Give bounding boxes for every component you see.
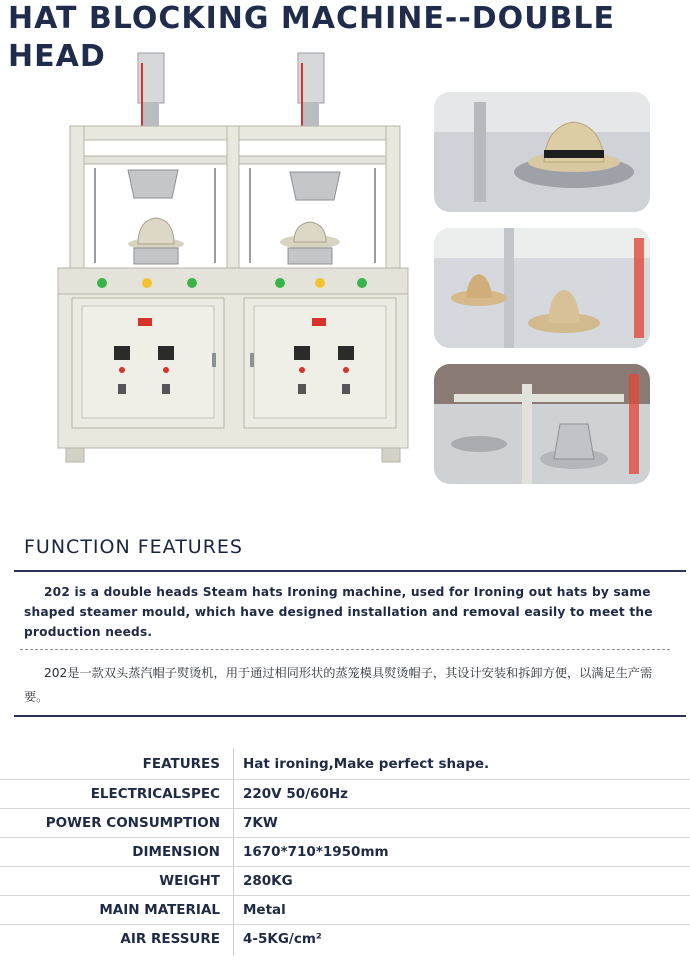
section-divider-bottom bbox=[14, 715, 686, 717]
spec-value: 280KG bbox=[243, 873, 293, 889]
spec-row-power bbox=[0, 809, 690, 837]
detail-photo-hat-mold bbox=[434, 92, 650, 212]
section-heading: FUNCTION FEATURES bbox=[24, 536, 243, 558]
spec-row-weight bbox=[0, 867, 690, 895]
machine-image bbox=[50, 48, 420, 473]
spec-value: 7KW bbox=[243, 815, 278, 831]
spec-row-electrical bbox=[0, 780, 690, 808]
spec-value: 4-5KG/cm² bbox=[243, 931, 322, 947]
spec-value: 1670*710*1950mm bbox=[243, 844, 389, 860]
spec-row-features bbox=[0, 750, 690, 778]
spec-row-dimension bbox=[0, 838, 690, 866]
spec-value: Hat ironing,Make perfect shape. bbox=[243, 756, 490, 772]
spec-label: AIR RESSURE bbox=[120, 931, 220, 947]
spec-label: WEIGHT bbox=[159, 873, 220, 889]
page-title: HAT BLOCKING MACHINE--DOUBLE HEAD bbox=[8, 1, 616, 74]
spec-label: ELECTRICALSPEC bbox=[90, 786, 220, 802]
spec-row-air-pressure bbox=[0, 925, 690, 953]
spec-label: POWER CONSUMPTION bbox=[45, 815, 220, 831]
spec-value: Metal bbox=[243, 902, 286, 918]
dashed-divider bbox=[20, 649, 670, 650]
spec-label: FEATURES bbox=[142, 756, 220, 772]
description-english: 202 is a double heads Steam hats Ironing machine, used for Ironing out hats by same shaped steamer mould, which have designed installation and removal easily to meet the production needs. bbox=[24, 585, 653, 639]
spec-value: 220V 50/60Hz bbox=[243, 786, 348, 802]
spec-row-material bbox=[0, 896, 690, 924]
detail-photo-molds bbox=[434, 364, 650, 484]
spec-label: DIMENSION bbox=[132, 844, 220, 860]
section-divider bbox=[14, 570, 686, 572]
detail-photo-two-hats bbox=[434, 228, 650, 348]
description-chinese: 202是一款双头蒸汽帽子熨烫机，用于通过相同形状的蒸笼模具熨烫帽子，其设计安装和拆卸方便，以满足生产需要。 bbox=[24, 666, 653, 704]
spec-label: MAIN MATERIAL bbox=[99, 902, 220, 918]
